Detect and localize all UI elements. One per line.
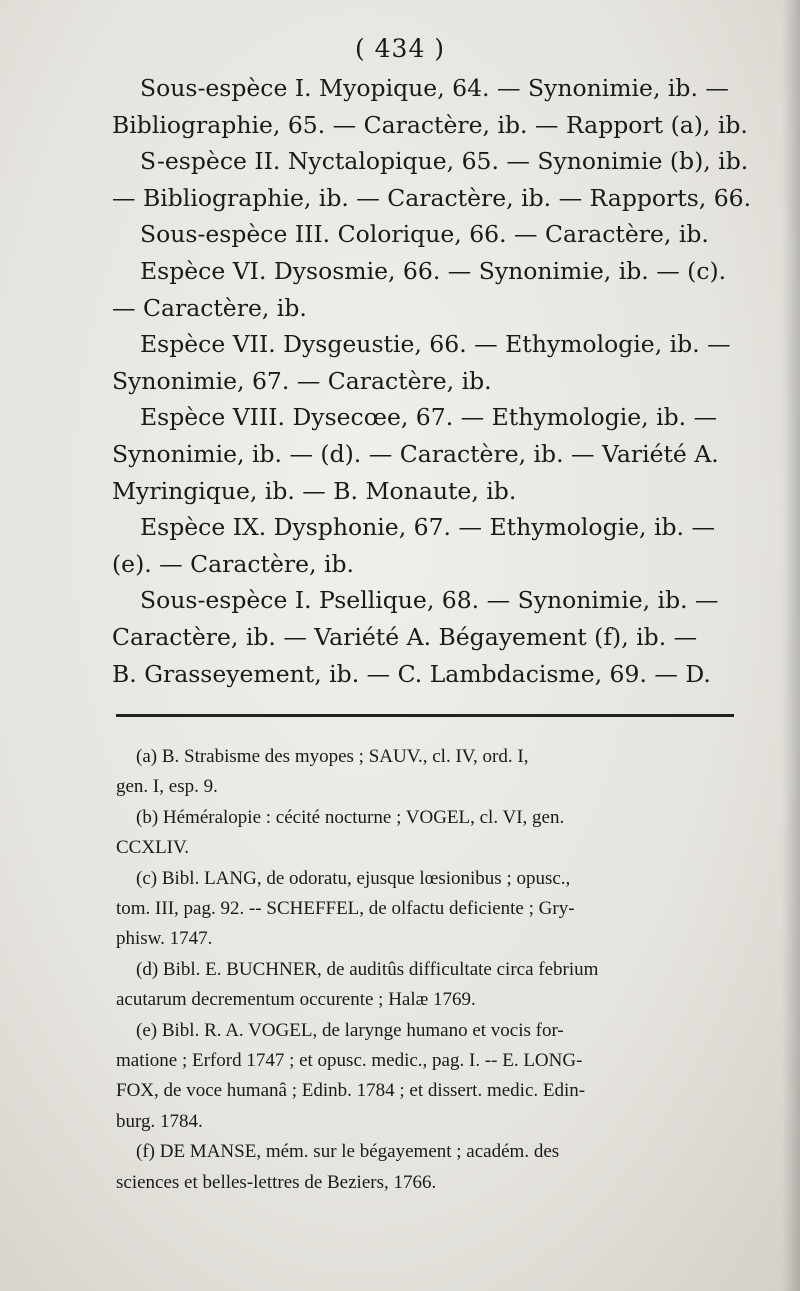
footnote-line: burg. 1784. bbox=[116, 1110, 203, 1132]
index-line: Sous-espèce I. Psellique, 68. — Synonimie, ib. — bbox=[140, 586, 719, 615]
footnotes bbox=[116, 742, 732, 1198]
index-line: Synonimie, ib. — (d). — Caractère, ib. — Variété A. bbox=[112, 439, 719, 468]
index-line: B. Grasseyement, ib. — C. Lambdacisme, 69. — D. bbox=[112, 659, 711, 688]
index-line: — Caractère, ib. bbox=[112, 293, 307, 322]
index-line: Sous-espèce I. Myopique, 64. — Synonimie, ib. — bbox=[140, 74, 729, 102]
index-line: S-espèce II. Nyctalopique, 65. — Synonimie (b), ib. bbox=[140, 147, 749, 176]
footnote-line: acutarum decrementum occurente ; Halæ 1769. bbox=[116, 989, 476, 1011]
footnote-line: sciences et belles-lettres de Beziers, 1766. bbox=[116, 1171, 437, 1193]
footnote-line: (a) B. Strabisme des myopes ; SAUV., cl. IV, ord. I, bbox=[136, 746, 529, 767]
footnote-line: (d) Bibl. E. BUCHNER, de auditûs difficultate circa febrium bbox=[136, 958, 599, 980]
footnote-line: matione ; Erford 1747 ; et opusc. medic., pag. I. -- E. LONG- bbox=[116, 1050, 583, 1072]
index-line: Synonimie, 67. — Caractère, ib. bbox=[112, 366, 492, 395]
index-line: Sous-espèce III. Colorique, 66. — Caractère, ib. bbox=[140, 220, 709, 249]
footnote-divider bbox=[116, 714, 734, 717]
footnote-line: FOX, de voce humanâ ; Edinb. 1784 ; et dissert. medic. Edin- bbox=[116, 1080, 586, 1102]
index-line: Espèce IX. Dysphonie, 67. — Ethymologie, ib. — bbox=[140, 513, 715, 542]
index-line: Myringique, ib. — B. Monaute, ib. bbox=[112, 476, 517, 505]
index-text bbox=[112, 70, 752, 692]
index-line: (e). — Caractère, ib. bbox=[112, 549, 355, 578]
index-line: Bibliographie, 65. — Caractère, ib. — Rapport (a), ib. bbox=[112, 110, 748, 139]
footnote-line: (c) Bibl. LANG, de odoratu, ejusque lœsionibus ; opusc., bbox=[136, 867, 571, 889]
index-line: Espèce VI. Dysosmie, 66. — Synonimie, ib. — (c). bbox=[140, 256, 727, 285]
footnote-line: (e) Bibl. R. A. VOGEL, de larynge humano et vocis for- bbox=[136, 1019, 564, 1041]
index-line: — Bibliographie, ib. — Caractère, ib. — Rapports, 66. bbox=[112, 183, 752, 212]
footnote-line: phisw. 1747. bbox=[116, 928, 213, 950]
page-number: ( 434 ) bbox=[354, 34, 446, 63]
footnote-line: gen. I, esp. 9. bbox=[116, 776, 218, 798]
index-line: Espèce VII. Dysgeustie, 66. — Ethymologie, ib. — bbox=[140, 330, 731, 359]
footnote-line: (b) Héméralopie : cécité nocturne ; VOGEL, cl. VI, gen. bbox=[136, 806, 565, 828]
footnote-line: (f) DE MANSE, mém. sur le bégayement ; académ. des bbox=[136, 1141, 560, 1163]
index-line: Espèce VIII. Dysecœe, 67. — Ethymologie, ib. — bbox=[140, 403, 718, 432]
index-line: Caractère, ib. — Variété A. Bégayement (f), ib. — bbox=[112, 622, 698, 651]
footnote-line: tom. III, pag. 92. -- SCHEFFEL, de olfactu deficiente ; Gry- bbox=[116, 898, 575, 920]
footnote-line: CCXLIV. bbox=[116, 837, 190, 859]
